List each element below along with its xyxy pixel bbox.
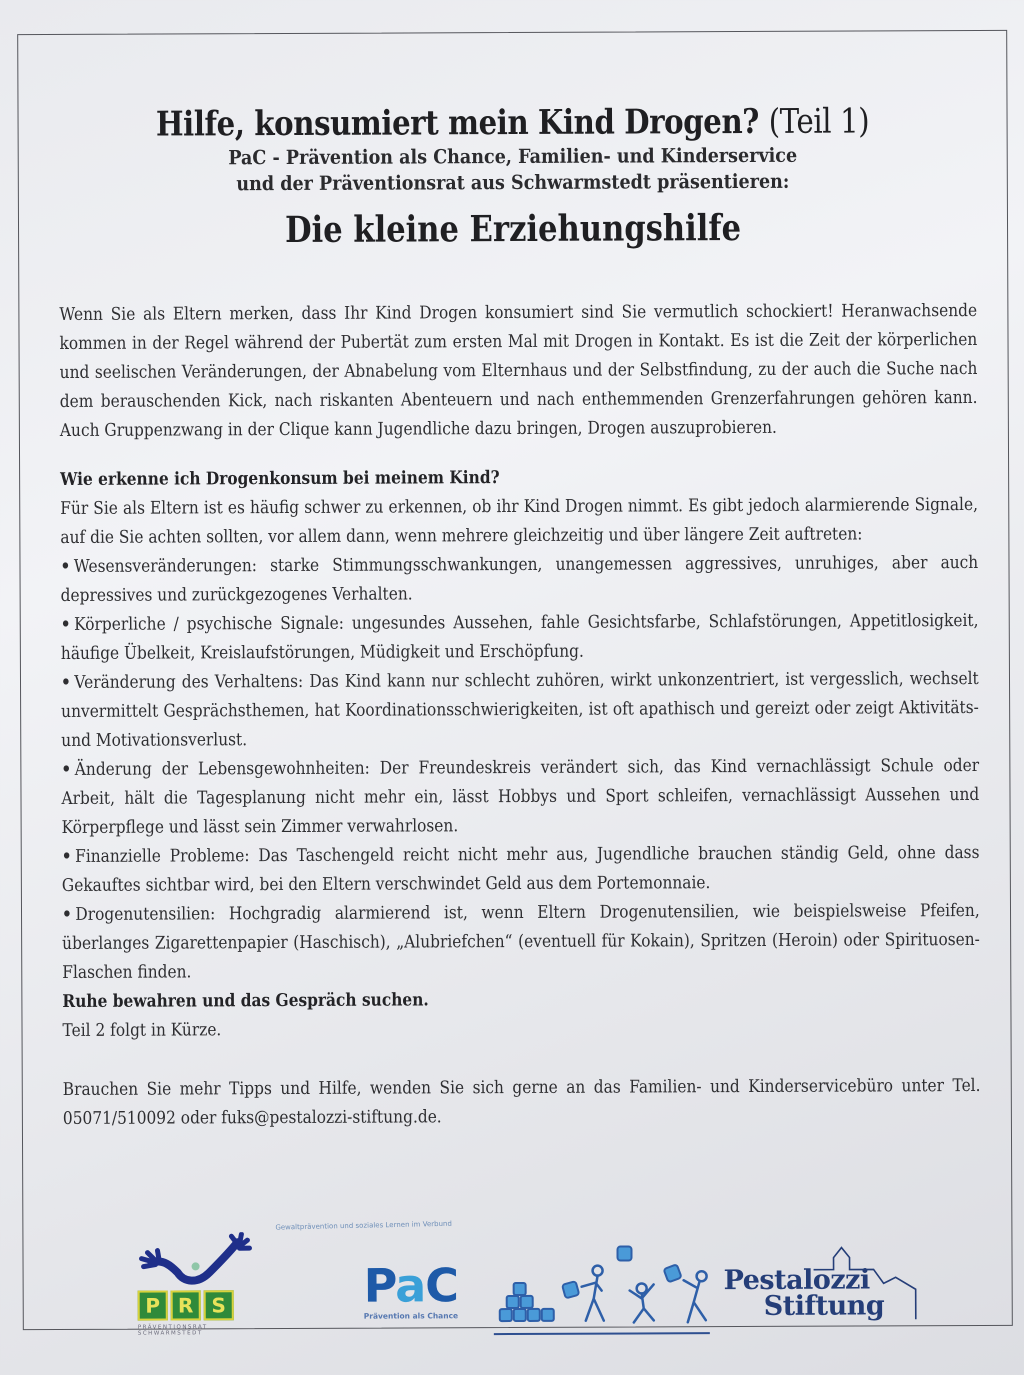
pestalozzi-line-1: Pestalozzi (723, 1264, 870, 1297)
bullet-icon: • (61, 846, 72, 867)
pac-wordmark (363, 1258, 484, 1313)
prs-figure-icon (133, 1232, 253, 1291)
bullet-item (60, 549, 978, 611)
prs-letter-s: S (204, 1290, 234, 1320)
bullet-icon: • (61, 759, 72, 780)
intro-paragraph: Wenn Sie als Eltern merken, dass Ihr Kind Drogen konsumiert sind Sie vermutlich schockiert! Heranwachsende kommen in der Regel während der Pubertät zum ersten Mal mit Drogen in Kontakt. Es ist die Zeit der körperlichen und seelischen Veränderungen, der Abnabelung vom Elternhaus und der Selbstfindung, zu der auch die Suche nach dem berauschenden Kick, nach riskanten Abenteuern und nach enthemmenden Grenzerfahrungen gehören kann. Auch Gruppenzwang in der Clique kann Jugendliche dazu bringen, Drogen auszuprobieren. (59, 300, 978, 441)
network-tagline: Gewaltprävention und soziales Lernen im Verbund (275, 1219, 452, 1232)
prs-caption: PRÄVENTIONSRAT SCHWARMSTEDT (137, 1324, 208, 1337)
pac-letter-p: P (363, 1258, 396, 1313)
section-intro: Für Sie als Eltern ist es häufig schwer zu erkennen, ob ihr Kind Drogen nimmt. Es gibt jedoch alarmierende Signale, auf die Sie achten sollten, vor allem dann, wenn mehrere gleichzeitig und über längere Zeit auftreten: (60, 494, 978, 548)
bullet-item (61, 665, 979, 756)
pestalozzi-wordmark (723, 1264, 885, 1322)
pac-letter-a: a (395, 1258, 426, 1313)
bullet-text: Veränderung des Verhaltens: Das Kind kann nur schlecht zuhören, wirkt unkonzentriert, ist vergesslich, wechselt unvermittelt Gesprächsthemen, hat Koordinationsschwierigkeiten, ist oft apathisch und gereizt oder zeigt Aktivitäts- und Motivationsverlust. (61, 668, 979, 751)
presenters-line-1: PaC - Prävention als Chance, Familien- und Kinderservice (228, 143, 798, 170)
stick-figures-icon (493, 1240, 713, 1331)
bullet-icon: • (60, 556, 71, 577)
article-title (88, 101, 938, 145)
pestalozzi-logo (723, 1239, 923, 1330)
contact-paragraph: Brauchen Sie mehr Tipps und Hilfe, wenden Sie sich gerne an das Familien- und Kinderservicebüro unter Tel. 05071/510092 oder fuks@pestalozzi-stiftung.de. (62, 1075, 981, 1129)
title-part: (Teil 1) (768, 101, 870, 142)
prs-logo (133, 1232, 253, 1337)
body-text-wrapper (59, 297, 980, 1134)
ground-line (494, 1332, 710, 1335)
article-frame (17, 30, 1013, 1337)
closing-advice: Ruhe bewahren und das Gespräch suchen. (62, 990, 429, 1012)
bullet-icon: • (60, 614, 71, 635)
bullet-item (62, 839, 980, 901)
bullet-text: Änderung der Lebensgewohnheiten: Der Freundeskreis verändert sich, das Kind vernachlässigt Schule oder Arbeit, hält die Tagesplanung nicht mehr ein, lässt Hobbys und Sport schleifen, vernachlässigt Aussehen und Körperpflege und lässt sein Zimmer verwahrlosen. (61, 755, 980, 838)
bullet-item (61, 752, 979, 843)
pestalozzi-line-2: Stiftung (763, 1290, 885, 1322)
bullet-text: Drogenutensilien: Hochgradig alarmierend ist, wenn Eltern Drogenutensilien, wie beispielsweise Pfeifen, überlanges Zigarettenpapier (Haschisch), „Alubriefchen“ (eventuell für Kokain), Spritzen (Heroin) oder Spirituosen-Flaschen finden. (62, 900, 980, 983)
prs-letter-r: R (171, 1290, 201, 1320)
pac-subtitle: Prävention als Chance (363, 1311, 459, 1321)
bullet-item (61, 607, 979, 669)
pac-letter-c: C (425, 1258, 459, 1313)
bullet-text: Körperliche / psychische Signale: ungesundes Aussehen, fahle Gesichtsfarbe, Schlafstörungen, Appetitlosigkeit, häufige Übelkeit, Kreislaufstörungen, Müdigkeit und Erschöpfung. (60, 610, 979, 664)
section-heading: Wie erkenne ich Drogenkonsum bei meinem Kind? (60, 468, 500, 490)
title-main: Hilfe, konsumiert mein Kind Drogen? (155, 101, 760, 145)
bullet-text: Finanzielle Probleme: Das Taschengeld reicht nicht mehr aus, Jugendliche brauchen ständig Geld, ohne dass Gekauftes sichtbar wird, bei den Eltern verschwindet Geld aus dem Portemonnaie. (61, 842, 980, 896)
stick-figures-illustration (493, 1240, 713, 1331)
bullet-text: Wesensveränderungen: starke Stimmungsschwankungen, unangemessen aggressives, unruhiges, aber auch depressives und zurückgezogenes Verhalten. (60, 552, 979, 606)
prs-letter-p: P (138, 1291, 168, 1321)
logo-strip (133, 1219, 921, 1337)
bullet-icon: • (60, 672, 71, 693)
closing-note: Teil 2 folgt in Kürze. (62, 1020, 222, 1041)
article-body (59, 297, 981, 1134)
article-header (18, 101, 1007, 253)
bullet-icon: • (61, 904, 72, 925)
pac-logo (363, 1258, 484, 1321)
article-subtitle: Die kleine Erziehungshilfe (284, 207, 742, 251)
presenters-line-2: und der Präventionsrat aus Schwarmstedt präsentieren: (236, 169, 790, 196)
bullet-item (62, 897, 980, 988)
prs-letter-blocks (138, 1290, 234, 1320)
